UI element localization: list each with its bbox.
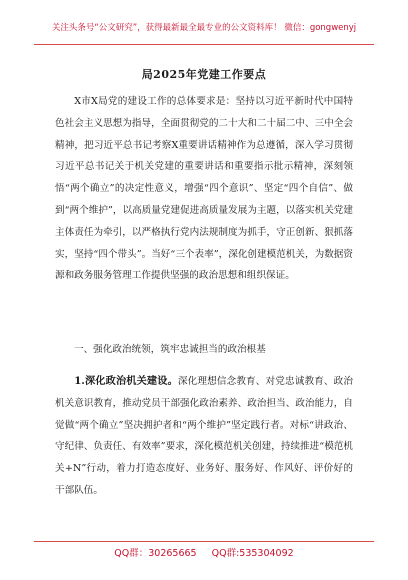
item-1-text: 深化理想信念教育、对党忠诚教育、政治机关意识教育，推动党员干部强化政治素养、政治担当、政治能力，自觉做“两个确立”坚决拥护者和“两个维护”坚定践行者。对标“讲政治、守纪律、负责任、有效率”要求，深化模范机关创建，持续推进“模范机关+N”行动，着力打造态度好、业务好、服务好、作风好、评价好的干部队伍。: [55, 376, 353, 496]
item-1-lead: 1.深化政治机关建设。: [74, 375, 178, 387]
qq-group-1: QQ群：30265665: [114, 548, 197, 559]
footer-divider: [34, 541, 374, 542]
intro-paragraph: X市X局党的建设工作的总体要求是：坚持以习近平新时代中国特色社会主义思想为指导，全面贯彻党的二十大和二十届二中、三中全会精神，把习近平总书记考察X重要讲话精神作为总遵循，深入学习贯彻习近平总书记关于机关党建的重要讲话和重要指示批示精神，深刻领悟“两个确立”的决定性意义，增强“四个意识”、坚定“四个自信”、做到“两个维护”，以高质量党建促进高质量发展为主题，以落实机关党建主体责任为牵引，以严格执行党内法规制度为抓手，守正创新、狠抓落实，坚持“四个带头”。当好“三个表率”，深化创建模范机关，为数据资源和政务服务管理工作提供坚强的政治思想和组织保证。: [55, 96, 353, 282]
footer-contact: [0, 545, 408, 559]
document-title: 局2025年党建工作要点: [141, 68, 267, 81]
header-divider: [34, 44, 374, 45]
header-banner: 关注头条号“公文研究”，获得最新最全最专业的公文资料库！ 微信：gongwenyj: [51, 23, 357, 33]
qq-group-2: QQ群:535304092: [211, 548, 294, 559]
item-1-paragraph: [55, 371, 353, 502]
section-heading-1: 一、强化政治统领，筑牢忠诚担当的政治根基: [74, 344, 266, 355]
